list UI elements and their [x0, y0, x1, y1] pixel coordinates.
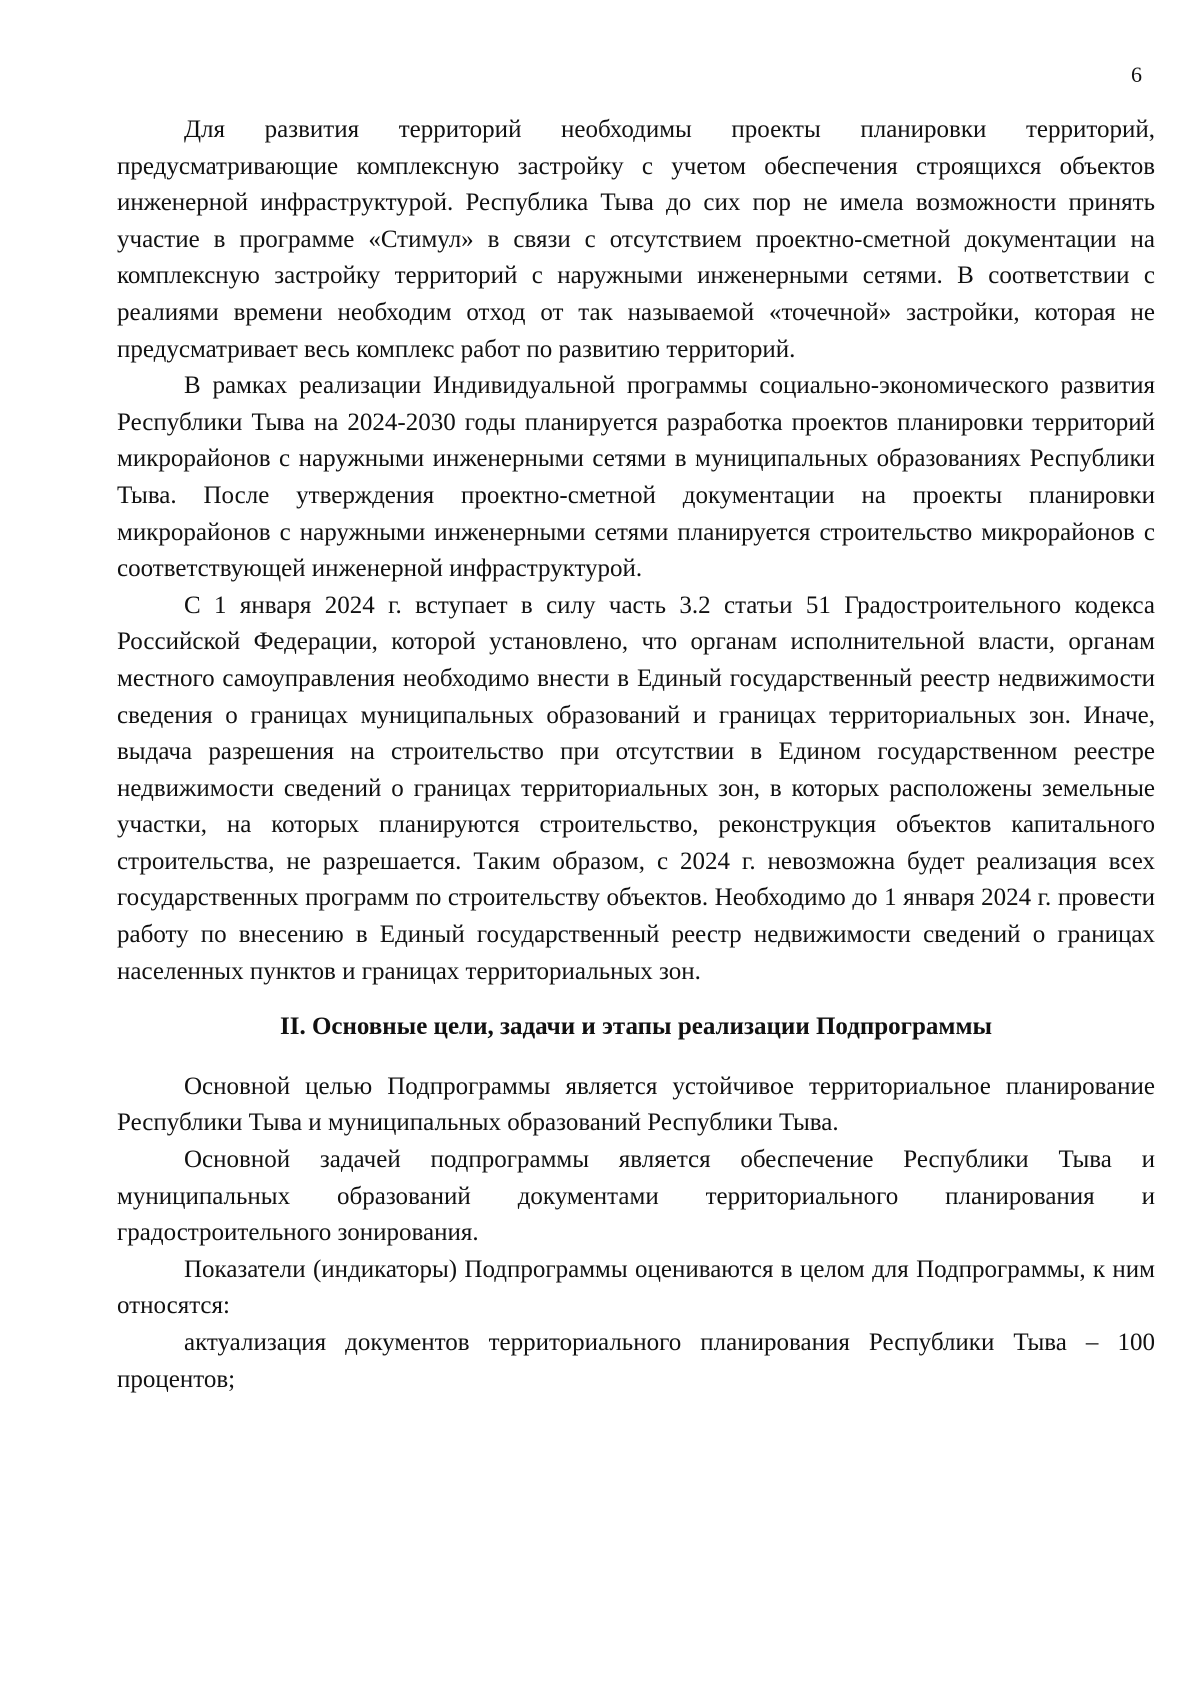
paragraph-main-goal: Основной целью Подпрограммы является устойчивое территориальное планирование Республики Тыва и муниципальных образований Республики Тыва.	[117, 1072, 1155, 1137]
section-heading: II. Основные цели, задачи и этапы реализации Подпрограммы	[280, 1013, 992, 1041]
document-body	[117, 112, 1155, 1398]
paragraph-indicators: Показатели (индикаторы) Подпрограммы оцениваются в целом для Подпрограммы, к ним относятся:	[117, 1255, 1155, 1320]
paragraph-individual-program: В рамках реализации Индивидуальной программы социально-экономического развития Республики Тыва на 2024-2030 годы планируется разработка проектов планировки территорий микрорайонов с наружными инженерными сетями в муниципальных образованиях Республики Тыва. После утверждения проектно-сметной документации на проекты планировки микрорайонов с наружными инженерными сетями планируется строительство микрорайонов с соответствующей инженерной инфраструктурой.	[117, 372, 1155, 583]
paragraph-territory-planning: Для развития территорий необходимы проекты планировки территорий, предусматривающие комплексную застройку с учетом обеспечения строящихся объектов инженерной инфраструктурой. Республика Тыва до сих пор не имела возможности принять участие в программе «Стимул» в связи с отсутствием проектно-сметной документации на комплексную застройку территорий с наружными инженерными сетями. В соответствии с реалиями времени необходим отход от так называемой «точечной» застройки, которая не предусматривает весь комплекс работ по развитию территорий.	[117, 116, 1155, 363]
paragraph-urban-code: С 1 января 2024 г. вступает в силу часть 3.2 статьи 51 Градостроительного кодекса Российской Федерации, которой установлено, что органам исполнительной власти, органам местного самоуправления необходимо внести в Единый государственный реестр недвижимости сведения о границах муниципальных образований и границах территориальных зон. Иначе, выдача разрешения на строительство при отсутствии в Едином государственном реестре недвижимости сведений о границах территориальных зон, в которых расположены земельные участки, на которых планируются строительство, реконструкция объектов капитального строительства, не разрешается. Таким образом, с 2024 г. невозможна будет реализация всех государственных программ по строительству объектов. Необходимо до 1 января 2024 г. провести работу по внесению в Единый государственный реестр недвижимости сведений о границах населенных пунктов и границах территориальных зон.	[117, 591, 1155, 985]
paragraph-indicator-item: актуализация документов территориального планирования Республики Тыва – 100 процентов;	[117, 1329, 1155, 1393]
paragraph-main-task: Основной задачей подпрограммы является обеспечение Республики Тыва и муниципальных образований документами территориального планирования и градостроительного зонирования.	[117, 1146, 1155, 1247]
page-number: 6	[1131, 62, 1142, 87]
